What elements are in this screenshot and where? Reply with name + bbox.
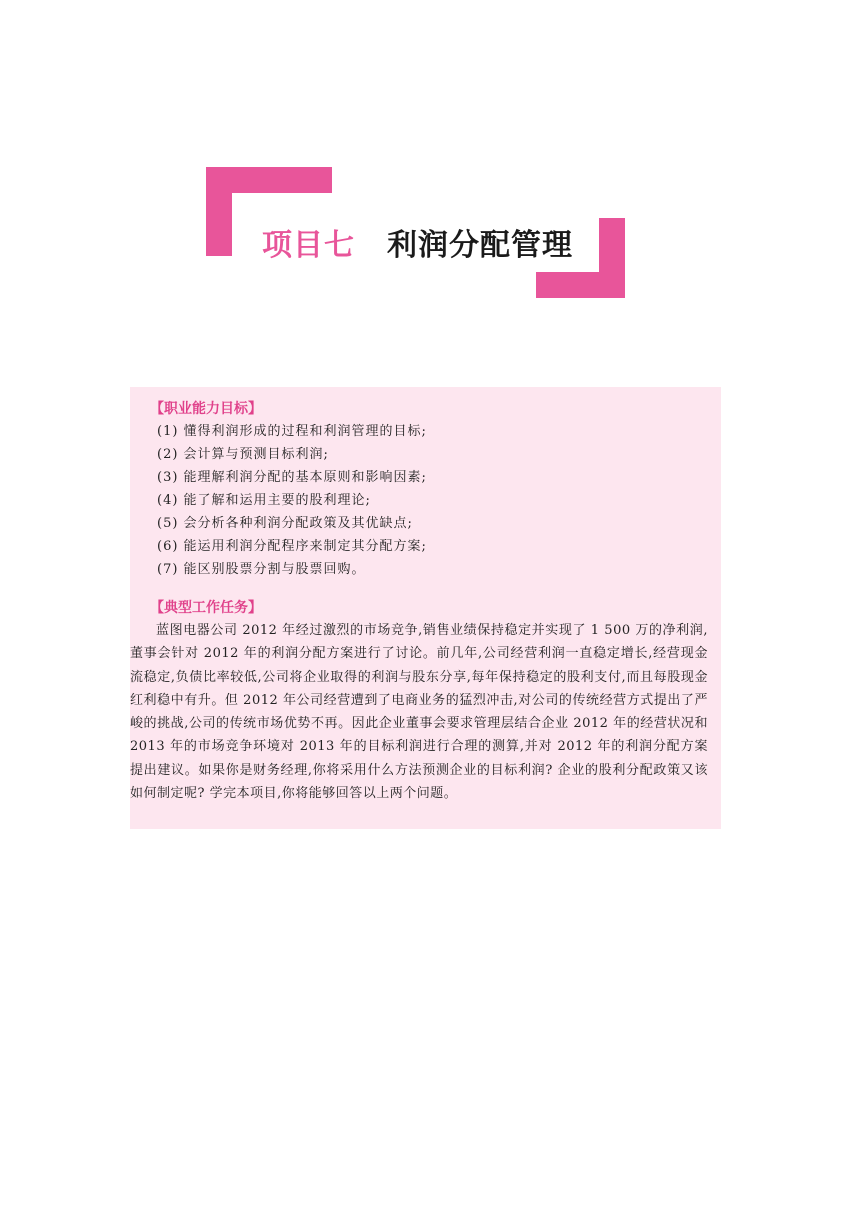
goals-heading: 【职业能力目标】 [150,401,262,417]
chapter-name: 利润分配管理 [387,228,573,263]
title-bracket-top-left-vertical [206,167,232,256]
chapter-number: 项目七 [262,228,355,263]
chapter-title [262,224,573,268]
goal-item: (7) 能区别股票分割与股票回购。 [157,562,366,577]
task-heading: 【典型工作任务】 [150,600,262,616]
goal-item: (1) 懂得利润形成的过程和利润管理的目标; [157,424,427,439]
title-bracket-bottom-right-vertical [599,218,625,298]
goal-item: (6) 能运用利润分配程序来制定其分配方案; [157,539,427,554]
goal-item: (2) 会计算与预测目标利润; [157,447,329,462]
goal-item: (4) 能了解和运用主要的股利理论; [157,493,371,508]
goals-list [157,420,427,581]
goal-item: (3) 能理解利润分配的基本原则和影响因素; [157,470,427,485]
task-paragraph: 蓝图电器公司 2012 年经过激烈的市场竞争,销售业绩保持稳定并实现了 1 500 万的净利润,董事会针对 2012 年的利润分配方案进行了讨论。前几年,公司经营利润一直稳定增长,经营现金流稳定,负债比率较低,公司将企业取得的利润与股东分享,每年保持稳定的股利支付,而且每股现金红利稳中有升。但 2012 年公司经营遭到了电商业务的猛烈冲击,对公司的传统经营方式提出了严峻的挑战,公司的传统市场优势不再。因此企业董事会要求管理层结合企业 2012 年的经营状况和 2013 年的市场竞争环境对 2013 年的目标利润进行合理的测算,并对 2012 年的利润分配方案提出建议。如果你是财务经理,你将采用什么方法预测企业的目标利润? 企业的股利分配政策又该如何制定呢? 学完本项目,你将能够回答以上两个问题。 [130,623,708,802]
goal-item: (5) 会分析各种利润分配政策及其优缺点; [157,516,413,531]
